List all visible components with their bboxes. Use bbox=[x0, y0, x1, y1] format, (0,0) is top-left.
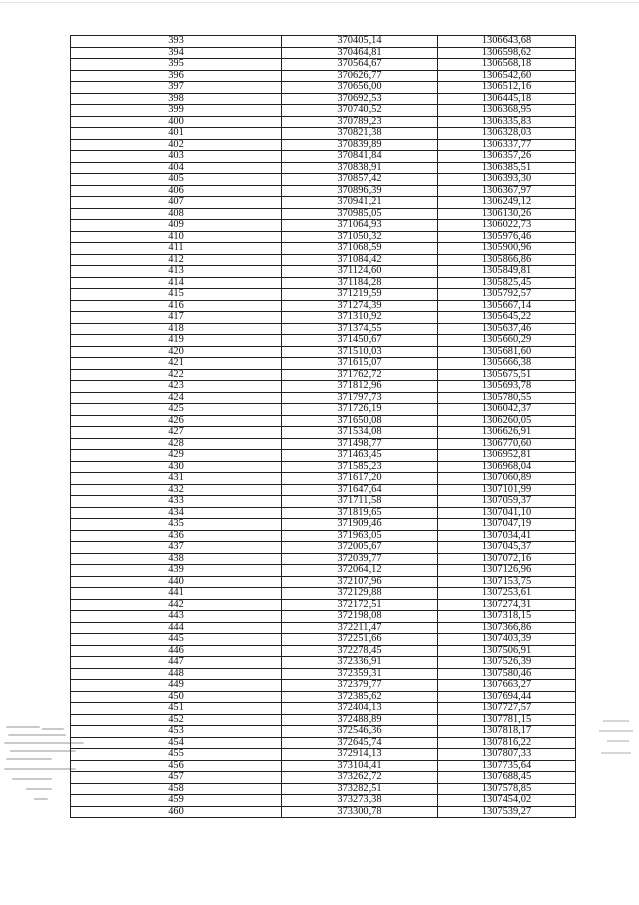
y-coordinate-cell: 1305792,57 bbox=[438, 289, 576, 301]
x-coordinate-cell: 371534,08 bbox=[282, 427, 438, 439]
x-coordinate-cell: 371909,46 bbox=[282, 519, 438, 531]
y-coordinate-cell: 1305900,96 bbox=[438, 243, 576, 255]
y-coordinate-cell: 1306445,18 bbox=[438, 93, 576, 105]
table-row bbox=[71, 565, 576, 577]
table-row bbox=[71, 254, 576, 266]
point-number-cell: 432 bbox=[71, 484, 282, 496]
point-number-cell: 406 bbox=[71, 185, 282, 197]
y-coordinate-cell: 1307781,15 bbox=[438, 714, 576, 726]
y-coordinate-cell: 1307072,16 bbox=[438, 553, 576, 565]
point-number-cell: 459 bbox=[71, 795, 282, 807]
table-row bbox=[71, 599, 576, 611]
coordinates-table-body bbox=[71, 36, 576, 818]
y-coordinate-cell: 1307059,37 bbox=[438, 496, 576, 508]
y-coordinate-cell: 1306512,16 bbox=[438, 82, 576, 94]
table-row bbox=[71, 553, 576, 565]
y-coordinate-cell: 1307539,27 bbox=[438, 806, 576, 818]
point-number-cell: 455 bbox=[71, 749, 282, 761]
point-number-cell: 458 bbox=[71, 783, 282, 795]
x-coordinate-cell: 372379,77 bbox=[282, 680, 438, 692]
table-row bbox=[71, 530, 576, 542]
point-number-cell: 408 bbox=[71, 208, 282, 220]
point-number-cell: 435 bbox=[71, 519, 282, 531]
point-number-cell: 397 bbox=[71, 82, 282, 94]
x-coordinate-cell: 370656,00 bbox=[282, 82, 438, 94]
point-number-cell: 398 bbox=[71, 93, 282, 105]
point-number-cell: 393 bbox=[71, 36, 282, 48]
point-number-cell: 443 bbox=[71, 611, 282, 623]
point-number-cell: 434 bbox=[71, 507, 282, 519]
table-row bbox=[71, 289, 576, 301]
y-coordinate-cell: 1306335,83 bbox=[438, 116, 576, 128]
point-number-cell: 460 bbox=[71, 806, 282, 818]
y-coordinate-cell: 1306626,91 bbox=[438, 427, 576, 439]
x-coordinate-cell: 372488,89 bbox=[282, 714, 438, 726]
point-number-cell: 450 bbox=[71, 691, 282, 703]
y-coordinate-cell: 1305681,60 bbox=[438, 346, 576, 358]
x-coordinate-cell: 373262,72 bbox=[282, 772, 438, 784]
table-row bbox=[71, 473, 576, 485]
point-number-cell: 424 bbox=[71, 392, 282, 404]
x-coordinate-cell: 371617,20 bbox=[282, 473, 438, 485]
y-coordinate-cell: 1306368,95 bbox=[438, 105, 576, 117]
y-coordinate-cell: 1306249,12 bbox=[438, 197, 576, 209]
table-row bbox=[71, 795, 576, 807]
x-coordinate-cell: 372039,77 bbox=[282, 553, 438, 565]
x-coordinate-cell: 371498,77 bbox=[282, 438, 438, 450]
y-coordinate-cell: 1307727,57 bbox=[438, 703, 576, 715]
y-coordinate-cell: 1307318,15 bbox=[438, 611, 576, 623]
y-coordinate-cell: 1307506,91 bbox=[438, 645, 576, 657]
x-coordinate-cell: 370564,67 bbox=[282, 59, 438, 71]
x-coordinate-cell: 370405,14 bbox=[282, 36, 438, 48]
table-row bbox=[71, 737, 576, 749]
y-coordinate-cell: 1306022,73 bbox=[438, 220, 576, 232]
y-coordinate-cell: 1305976,46 bbox=[438, 231, 576, 243]
table-row bbox=[71, 116, 576, 128]
point-number-cell: 431 bbox=[71, 473, 282, 485]
table-row bbox=[71, 335, 576, 347]
table-row bbox=[71, 381, 576, 393]
table-row bbox=[71, 576, 576, 588]
y-coordinate-cell: 1307366,86 bbox=[438, 622, 576, 634]
point-number-cell: 425 bbox=[71, 404, 282, 416]
point-number-cell: 446 bbox=[71, 645, 282, 657]
table-row bbox=[71, 427, 576, 439]
x-coordinate-cell: 371274,39 bbox=[282, 300, 438, 312]
point-number-cell: 457 bbox=[71, 772, 282, 784]
x-coordinate-cell: 370841,84 bbox=[282, 151, 438, 163]
table-row bbox=[71, 300, 576, 312]
y-coordinate-cell: 1306568,18 bbox=[438, 59, 576, 71]
x-coordinate-cell: 370839,89 bbox=[282, 139, 438, 151]
table-row bbox=[71, 772, 576, 784]
point-number-cell: 405 bbox=[71, 174, 282, 186]
table-row bbox=[71, 47, 576, 59]
x-coordinate-cell: 372172,51 bbox=[282, 599, 438, 611]
point-number-cell: 395 bbox=[71, 59, 282, 71]
x-coordinate-cell: 372385,62 bbox=[282, 691, 438, 703]
table-row bbox=[71, 185, 576, 197]
y-coordinate-cell: 1307274,31 bbox=[438, 599, 576, 611]
table-row bbox=[71, 70, 576, 82]
table-row bbox=[71, 59, 576, 71]
table-row bbox=[71, 691, 576, 703]
x-coordinate-cell: 372546,36 bbox=[282, 726, 438, 738]
y-coordinate-cell: 1307688,45 bbox=[438, 772, 576, 784]
y-coordinate-cell: 1305666,38 bbox=[438, 358, 576, 370]
x-coordinate-cell: 370789,23 bbox=[282, 116, 438, 128]
table-row bbox=[71, 392, 576, 404]
y-coordinate-cell: 1307060,89 bbox=[438, 473, 576, 485]
x-coordinate-cell: 370821,38 bbox=[282, 128, 438, 140]
table-row bbox=[71, 507, 576, 519]
point-number-cell: 440 bbox=[71, 576, 282, 588]
x-coordinate-cell: 372198,08 bbox=[282, 611, 438, 623]
y-coordinate-cell: 1307454,02 bbox=[438, 795, 576, 807]
y-coordinate-cell: 1306542,60 bbox=[438, 70, 576, 82]
faint-margin-marks bbox=[597, 718, 637, 768]
x-coordinate-cell: 371219,59 bbox=[282, 289, 438, 301]
point-number-cell: 426 bbox=[71, 415, 282, 427]
point-number-cell: 430 bbox=[71, 461, 282, 473]
x-coordinate-cell: 372211,47 bbox=[282, 622, 438, 634]
table-row bbox=[71, 461, 576, 473]
table-row bbox=[71, 519, 576, 531]
table-row bbox=[71, 404, 576, 416]
point-number-cell: 411 bbox=[71, 243, 282, 255]
table-row bbox=[71, 714, 576, 726]
point-number-cell: 407 bbox=[71, 197, 282, 209]
table-row bbox=[71, 496, 576, 508]
point-number-cell: 409 bbox=[71, 220, 282, 232]
point-number-cell: 452 bbox=[71, 714, 282, 726]
point-number-cell: 438 bbox=[71, 553, 282, 565]
table-row bbox=[71, 588, 576, 600]
x-coordinate-cell: 370857,42 bbox=[282, 174, 438, 186]
y-coordinate-cell: 1306952,81 bbox=[438, 450, 576, 462]
x-coordinate-cell: 373282,51 bbox=[282, 783, 438, 795]
y-coordinate-cell: 1307580,46 bbox=[438, 668, 576, 680]
y-coordinate-cell: 1307045,37 bbox=[438, 542, 576, 554]
y-coordinate-cell: 1306042,37 bbox=[438, 404, 576, 416]
table-row bbox=[71, 174, 576, 186]
point-number-cell: 400 bbox=[71, 116, 282, 128]
y-coordinate-cell: 1307034,41 bbox=[438, 530, 576, 542]
table-row bbox=[71, 542, 576, 554]
coordinates-table bbox=[70, 35, 576, 818]
y-coordinate-cell: 1305693,78 bbox=[438, 381, 576, 393]
table-row bbox=[71, 484, 576, 496]
y-coordinate-cell: 1307041,10 bbox=[438, 507, 576, 519]
y-coordinate-cell: 1305675,51 bbox=[438, 369, 576, 381]
point-number-cell: 439 bbox=[71, 565, 282, 577]
y-coordinate-cell: 1306260,05 bbox=[438, 415, 576, 427]
table-row bbox=[71, 783, 576, 795]
x-coordinate-cell: 371726,19 bbox=[282, 404, 438, 416]
x-coordinate-cell: 371184,28 bbox=[282, 277, 438, 289]
x-coordinate-cell: 370464,81 bbox=[282, 47, 438, 59]
table-row bbox=[71, 197, 576, 209]
table-row bbox=[71, 346, 576, 358]
table-row bbox=[71, 438, 576, 450]
table-row bbox=[71, 622, 576, 634]
table-row bbox=[71, 151, 576, 163]
table-row bbox=[71, 760, 576, 772]
point-number-cell: 442 bbox=[71, 599, 282, 611]
point-number-cell: 399 bbox=[71, 105, 282, 117]
point-number-cell: 420 bbox=[71, 346, 282, 358]
table-row bbox=[71, 82, 576, 94]
y-coordinate-cell: 1307253,61 bbox=[438, 588, 576, 600]
x-coordinate-cell: 370896,39 bbox=[282, 185, 438, 197]
point-number-cell: 412 bbox=[71, 254, 282, 266]
table-row bbox=[71, 358, 576, 370]
x-coordinate-cell: 371510,03 bbox=[282, 346, 438, 358]
table-row bbox=[71, 208, 576, 220]
x-coordinate-cell: 372005,67 bbox=[282, 542, 438, 554]
x-coordinate-cell: 370985,05 bbox=[282, 208, 438, 220]
y-coordinate-cell: 1306598,62 bbox=[438, 47, 576, 59]
table-row bbox=[71, 139, 576, 151]
y-coordinate-cell: 1305645,22 bbox=[438, 312, 576, 324]
table-row bbox=[71, 162, 576, 174]
y-coordinate-cell: 1307578,85 bbox=[438, 783, 576, 795]
x-coordinate-cell: 371797,73 bbox=[282, 392, 438, 404]
point-number-cell: 447 bbox=[71, 657, 282, 669]
y-coordinate-cell: 1305637,46 bbox=[438, 323, 576, 335]
table-row bbox=[71, 611, 576, 623]
point-number-cell: 448 bbox=[71, 668, 282, 680]
y-coordinate-cell: 1305660,29 bbox=[438, 335, 576, 347]
point-number-cell: 414 bbox=[71, 277, 282, 289]
x-coordinate-cell: 371762,72 bbox=[282, 369, 438, 381]
y-coordinate-cell: 1306393,30 bbox=[438, 174, 576, 186]
y-coordinate-cell: 1307694,44 bbox=[438, 691, 576, 703]
x-coordinate-cell: 371050,32 bbox=[282, 231, 438, 243]
y-coordinate-cell: 1307526,39 bbox=[438, 657, 576, 669]
x-coordinate-cell: 372064,12 bbox=[282, 565, 438, 577]
point-number-cell: 403 bbox=[71, 151, 282, 163]
table-row bbox=[71, 105, 576, 117]
table-row bbox=[71, 645, 576, 657]
x-coordinate-cell: 370692,53 bbox=[282, 93, 438, 105]
x-coordinate-cell: 371963,05 bbox=[282, 530, 438, 542]
y-coordinate-cell: 1305667,14 bbox=[438, 300, 576, 312]
table-row bbox=[71, 243, 576, 255]
y-coordinate-cell: 1305849,81 bbox=[438, 266, 576, 278]
y-coordinate-cell: 1306328,03 bbox=[438, 128, 576, 140]
x-coordinate-cell: 371585,23 bbox=[282, 461, 438, 473]
x-coordinate-cell: 371068,59 bbox=[282, 243, 438, 255]
x-coordinate-cell: 370838,91 bbox=[282, 162, 438, 174]
x-coordinate-cell: 372278,45 bbox=[282, 645, 438, 657]
point-number-cell: 445 bbox=[71, 634, 282, 646]
table-row bbox=[71, 369, 576, 381]
point-number-cell: 410 bbox=[71, 231, 282, 243]
x-coordinate-cell: 373273,38 bbox=[282, 795, 438, 807]
x-coordinate-cell: 370740,52 bbox=[282, 105, 438, 117]
point-number-cell: 429 bbox=[71, 450, 282, 462]
x-coordinate-cell: 371450,67 bbox=[282, 335, 438, 347]
point-number-cell: 415 bbox=[71, 289, 282, 301]
y-coordinate-cell: 1306385,51 bbox=[438, 162, 576, 174]
point-number-cell: 433 bbox=[71, 496, 282, 508]
point-number-cell: 444 bbox=[71, 622, 282, 634]
point-number-cell: 416 bbox=[71, 300, 282, 312]
table-row bbox=[71, 668, 576, 680]
y-coordinate-cell: 1307403,39 bbox=[438, 634, 576, 646]
x-coordinate-cell: 372336,91 bbox=[282, 657, 438, 669]
table-row bbox=[71, 703, 576, 715]
point-number-cell: 418 bbox=[71, 323, 282, 335]
point-number-cell: 456 bbox=[71, 760, 282, 772]
point-number-cell: 454 bbox=[71, 737, 282, 749]
table-row bbox=[71, 220, 576, 232]
x-coordinate-cell: 371310,92 bbox=[282, 312, 438, 324]
x-coordinate-cell: 372914,13 bbox=[282, 749, 438, 761]
y-coordinate-cell: 1307818,17 bbox=[438, 726, 576, 738]
point-number-cell: 441 bbox=[71, 588, 282, 600]
y-coordinate-cell: 1306968,04 bbox=[438, 461, 576, 473]
x-coordinate-cell: 372107,96 bbox=[282, 576, 438, 588]
table-row bbox=[71, 415, 576, 427]
point-number-cell: 453 bbox=[71, 726, 282, 738]
y-coordinate-cell: 1307047,19 bbox=[438, 519, 576, 531]
point-number-cell: 419 bbox=[71, 335, 282, 347]
table-row bbox=[71, 93, 576, 105]
y-coordinate-cell: 1306337,77 bbox=[438, 139, 576, 151]
point-number-cell: 396 bbox=[71, 70, 282, 82]
y-coordinate-cell: 1307816,22 bbox=[438, 737, 576, 749]
x-coordinate-cell: 371819,65 bbox=[282, 507, 438, 519]
point-number-cell: 436 bbox=[71, 530, 282, 542]
point-number-cell: 423 bbox=[71, 381, 282, 393]
y-coordinate-cell: 1306357,26 bbox=[438, 151, 576, 163]
point-number-cell: 422 bbox=[71, 369, 282, 381]
point-number-cell: 427 bbox=[71, 427, 282, 439]
x-coordinate-cell: 372645,74 bbox=[282, 737, 438, 749]
x-coordinate-cell: 371615,07 bbox=[282, 358, 438, 370]
x-coordinate-cell: 372404,13 bbox=[282, 703, 438, 715]
point-number-cell: 428 bbox=[71, 438, 282, 450]
point-number-cell: 437 bbox=[71, 542, 282, 554]
x-coordinate-cell: 372129,88 bbox=[282, 588, 438, 600]
point-number-cell: 417 bbox=[71, 312, 282, 324]
point-number-cell: 401 bbox=[71, 128, 282, 140]
y-coordinate-cell: 1307153,75 bbox=[438, 576, 576, 588]
x-coordinate-cell: 371812,96 bbox=[282, 381, 438, 393]
table-row bbox=[71, 634, 576, 646]
x-coordinate-cell: 371650,08 bbox=[282, 415, 438, 427]
table-row bbox=[71, 266, 576, 278]
y-coordinate-cell: 1307126,96 bbox=[438, 565, 576, 577]
x-coordinate-cell: 371647,64 bbox=[282, 484, 438, 496]
y-coordinate-cell: 1307663,27 bbox=[438, 680, 576, 692]
point-number-cell: 449 bbox=[71, 680, 282, 692]
point-number-cell: 404 bbox=[71, 162, 282, 174]
table-row bbox=[71, 680, 576, 692]
y-coordinate-cell: 1306643,68 bbox=[438, 36, 576, 48]
page-top-edge bbox=[0, 0, 639, 3]
table-row bbox=[71, 36, 576, 48]
x-coordinate-cell: 373300,78 bbox=[282, 806, 438, 818]
x-coordinate-cell: 371084,42 bbox=[282, 254, 438, 266]
table-row bbox=[71, 450, 576, 462]
table-row bbox=[71, 128, 576, 140]
x-coordinate-cell: 372251,66 bbox=[282, 634, 438, 646]
x-coordinate-cell: 371374,55 bbox=[282, 323, 438, 335]
point-number-cell: 394 bbox=[71, 47, 282, 59]
x-coordinate-cell: 373104,41 bbox=[282, 760, 438, 772]
y-coordinate-cell: 1306770,60 bbox=[438, 438, 576, 450]
x-coordinate-cell: 370941,21 bbox=[282, 197, 438, 209]
x-coordinate-cell: 371064,93 bbox=[282, 220, 438, 232]
point-number-cell: 413 bbox=[71, 266, 282, 278]
y-coordinate-cell: 1305780,55 bbox=[438, 392, 576, 404]
y-coordinate-cell: 1307807,33 bbox=[438, 749, 576, 761]
table-row bbox=[71, 806, 576, 818]
y-coordinate-cell: 1307101,99 bbox=[438, 484, 576, 496]
table-row bbox=[71, 657, 576, 669]
y-coordinate-cell: 1305825,45 bbox=[438, 277, 576, 289]
point-number-cell: 451 bbox=[71, 703, 282, 715]
table-row bbox=[71, 231, 576, 243]
y-coordinate-cell: 1305866,86 bbox=[438, 254, 576, 266]
table-row bbox=[71, 726, 576, 738]
x-coordinate-cell: 370626,77 bbox=[282, 70, 438, 82]
x-coordinate-cell: 371711,58 bbox=[282, 496, 438, 508]
y-coordinate-cell: 1306130,26 bbox=[438, 208, 576, 220]
y-coordinate-cell: 1306367,97 bbox=[438, 185, 576, 197]
table-row bbox=[71, 749, 576, 761]
table-row bbox=[71, 277, 576, 289]
x-coordinate-cell: 371124,60 bbox=[282, 266, 438, 278]
table-row bbox=[71, 323, 576, 335]
x-coordinate-cell: 371463,45 bbox=[282, 450, 438, 462]
point-number-cell: 402 bbox=[71, 139, 282, 151]
y-coordinate-cell: 1307735,64 bbox=[438, 760, 576, 772]
table-row bbox=[71, 312, 576, 324]
point-number-cell: 421 bbox=[71, 358, 282, 370]
x-coordinate-cell: 372359,31 bbox=[282, 668, 438, 680]
